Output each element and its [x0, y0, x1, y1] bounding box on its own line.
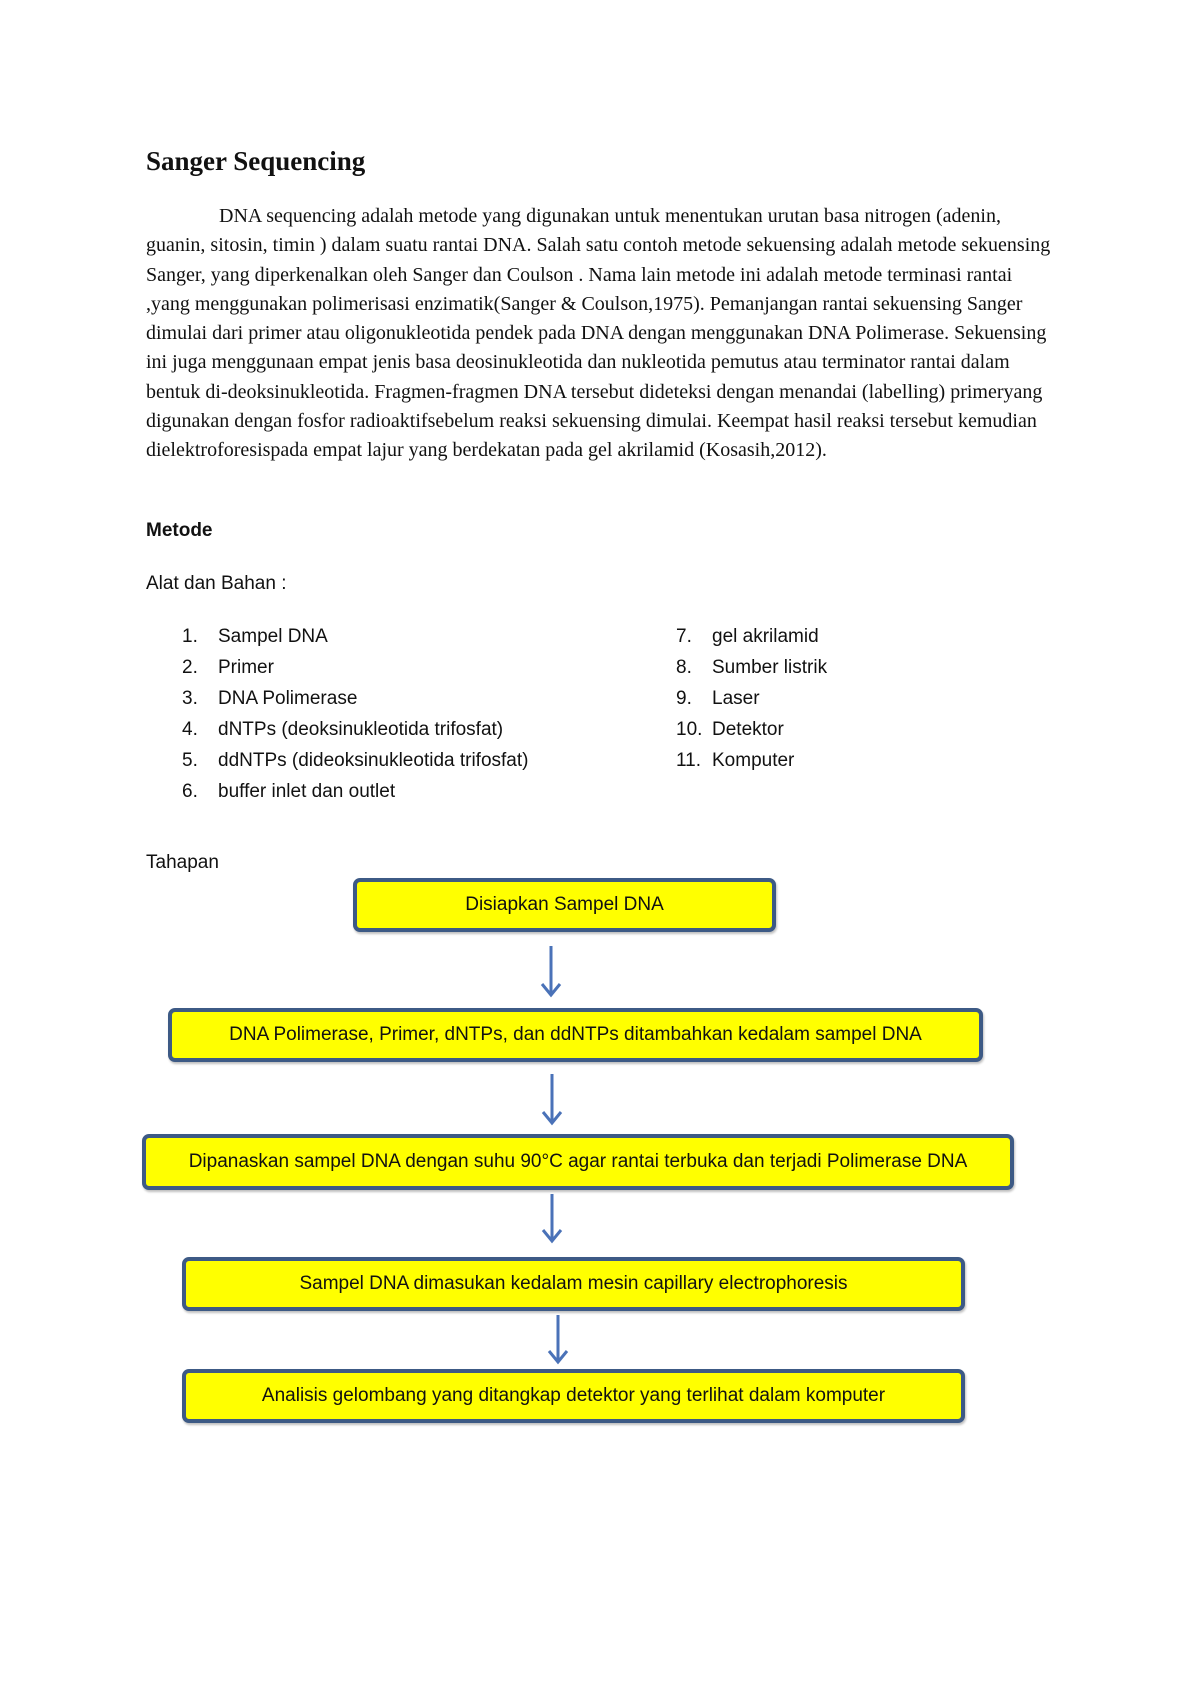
flow-step-4: Sampel DNA dimasukan kedalam mesin capillary electrophoresis: [182, 1257, 965, 1311]
down-arrow-icon: [539, 1192, 565, 1244]
document-title: Sanger Sequencing: [146, 146, 366, 176]
flow-step-5: Analisis gelombang yang ditangkap detektor yang terlihat dalam komputer: [182, 1369, 965, 1423]
list-item: 6. buffer inlet dan outlet: [182, 781, 396, 802]
list-item: 7. gel akrilamid: [676, 626, 819, 647]
down-arrow-icon: [538, 944, 564, 998]
intro-paragraph: DNA sequencing adalah metode yang digunakan untuk menentukan urutan basa nitrogen (adenin, guanin, sitosin, timin ) dalam suatu rantai DNA. Salah satu contoh metode sekuensing adalah metode sekuensing Sanger, yang diperkenalkan oleh Sanger dan Coulson . Nama lain metode ini adalah metode terminasi rantai ,yang menggunakan polimerisasi enzimatik(Sanger & Coulson,1975). Pemanjangan rantai sekuensing Sanger dimulai dari primer atau oligonukleotida pendek pada DNA dengan menggunakan DNA Polimerase. Sekuensing ini juga menggunaan empat jenis basa deosinukleotida dan nukleotida pemutus atau terminator rantai dalam bentuk di-deoksinukleotida. Fragmen-fragmen DNA tersebut dideteksi dengan menandai (labelling) primeryang digunakan dengan fosfor radioaktifsebelum reaksi sekuensing dimulai. Keempat hasil reaksi tersebut kemudian dielektroforesispada empat lajur yang berdekatan pada gel akrilamid (Kosasih,2012).: [146, 205, 1051, 462]
list-item: 3. DNA Polimerase: [182, 688, 358, 709]
tahapan-heading: Tahapan: [146, 852, 219, 873]
list-item: 11. Komputer: [676, 750, 795, 771]
list-item: 8. Sumber listrik: [676, 657, 828, 678]
materials-list-left: [182, 621, 528, 807]
metode-heading: Metode: [146, 520, 213, 541]
flow-step-3: Dipanaskan sampel DNA dengan suhu 90°C agar rantai terbuka dan terjadi Polimerase DNA: [142, 1134, 1014, 1190]
down-arrow-icon: [539, 1072, 565, 1126]
list-item: 1. Sampel DNA: [182, 626, 328, 647]
alat-bahan-heading: Alat dan Bahan :: [146, 573, 287, 594]
flow-step-1: Disiapkan Sampel DNA: [353, 878, 776, 932]
list-item: 2. Primer: [182, 657, 274, 678]
list-item: 9. Laser: [676, 688, 760, 709]
flow-step-2: DNA Polimerase, Primer, dNTPs, dan ddNTPs ditambahkan kedalam sampel DNA: [168, 1008, 983, 1062]
materials-list-right: [676, 621, 827, 776]
down-arrow-icon: [545, 1313, 571, 1365]
list-item: 5. ddNTPs (dideoksinukleotida trifosfat): [182, 750, 529, 771]
list-item: 10. Detektor: [676, 719, 784, 740]
list-item: 4. dNTPs (deoksinukleotida trifosfat): [182, 719, 504, 740]
